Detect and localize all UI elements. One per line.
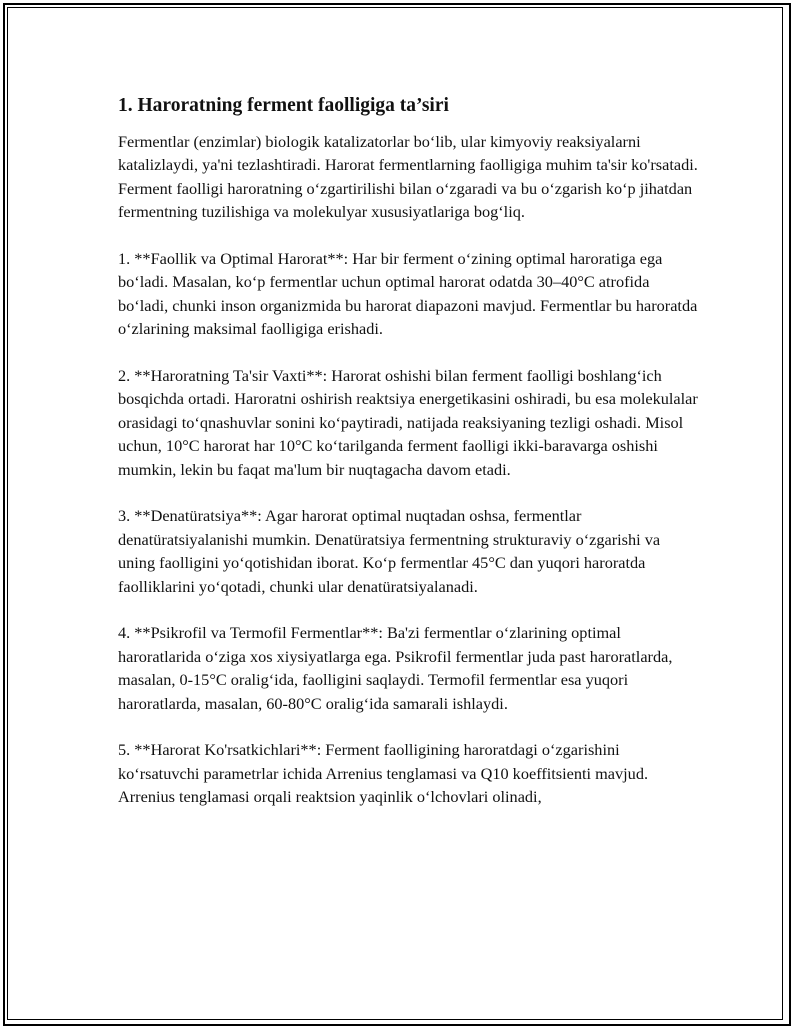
paragraph-denaturation: 3. **Denatüratsiya**: Agar harorat optimal nuqtadan oshsa, fermentlar denatüratsiyalanishi mumkin. Denatüratsiya fermentning strukturaviy o‘zgarishi va uning faolligini yo‘qotishidan iborat. Ko‘p fermentlar 45°C dan yuqori haroratda faolliklarini yo‘qotadi, chunki ular denatüratsiyalanadi. [118,506,661,596]
paragraph-temperature-effect: 2. **Haroratning Ta'sir Vaxti**: Harorat oshishi bilan ferment faolligi boshlang‘ich bosqichda ortadi. Haroratni oshirish reaktsiya energetikasini oshiradi, bu esa molekulalar orasidagi to‘qnashuvlar sonini ko‘paytiradi, natijada reaksiyaning tezligi oshadi. Misol uchun, 10°C harorat har 10°C ko‘tarilganda ferment faolligi ikki-baravarga oshishi mumkin, lekin bu faqat ma'lum bir nuqtagacha davom etadi. [118,366,698,479]
document-body [118,92,698,832]
paragraph-temperature-indicators: 5. **Harorat Ko'rsatkichlari**: Ferment faolligining haroratdagi o‘zgarishini ko‘rsatuvchi parametrlar ichida Arrenius tenglamasi va Q10 koeffitsienti mavjud. Arrenius tenglamasi orqali reaktsion yaqinlik o‘lchovlari olinadi, [118,740,649,807]
paragraph-optimal-temperature: 1. **Faollik va Optimal Harorat**: Har bir ferment o‘zining optimal haroratiga ega bo‘ladi. Masalan, ko‘p fermentlar uchun optimal harorat odatda 30–40°C atrofida bo‘ladi, chunki inson organizmida bu harorat diapazoni mavjud. Fermentlar bu haroratda o‘zlarining maksimal faolligiga erishadi. [118,249,698,339]
paragraph-psychrophilic-thermophilic: 4. **Psikrofil va Termofil Fermentlar**: Ba'zi fermentlar o‘zlarining optimal haroratlarida o‘ziga xos xiysiyatlarga ega. Psikrofil fermentlar juda past haroratlarda, masalan, 0-15°C oralig‘ida, faolligini saqlaydi. Termofil fermentlar esa yuqori haroratlarda, masalan, 60-80°C oralig‘ida samarali ishlaydi. [118,623,673,713]
section-heading: 1. Haroratning ferment faolligiga ta’siri [118,95,449,116]
intro-paragraph: Fermentlar (enzimlar) biologik katalizatorlar bo‘lib, ular kimyoviy reaksiyalarni katalizlaydi, ya'ni tezlashtiradi. Harorat fermentlarning faolligiga muhim ta'sir ko'rsatadi. Ferment faolligi haroratning o‘zgartirilishi bilan o‘zgaradi va bu o‘zgarish ko‘p jihatdan fermentning tuzilishiga va molekulyar xususiyatlariga bog‘liq. [118,132,698,222]
